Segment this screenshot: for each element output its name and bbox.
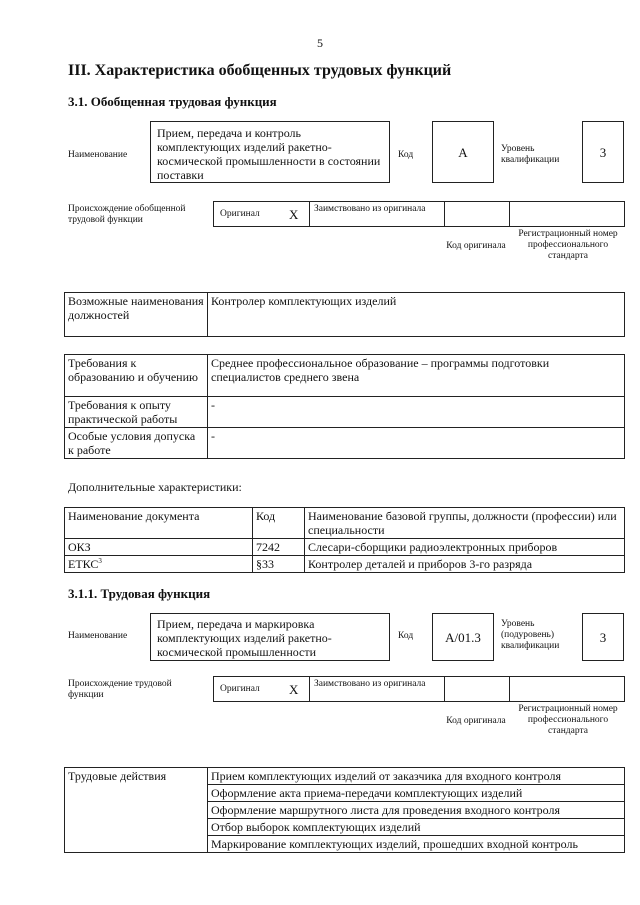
table-row (65, 539, 625, 556)
table-row (65, 556, 625, 573)
row-doc: ЕТКС$^3$ (65, 556, 253, 573)
gtf-original-label: Оригинал (220, 209, 260, 219)
requirement-row (65, 428, 625, 459)
table-row (65, 768, 625, 785)
actions-table (64, 767, 625, 853)
section-title: III. Характеристика обобщенных трудовых функций (68, 62, 452, 79)
gtf-origin-strip (213, 201, 625, 227)
requirement-value: Среднее профессиональное образование – программы подготовки специалистов среднего звена (208, 355, 625, 397)
page-number: 5 (317, 36, 323, 50)
requirements-table (64, 354, 625, 459)
positions-table (64, 292, 625, 337)
requirement-label: Требования к опыту практической работы (65, 397, 208, 428)
gtf-reg-num-caption: Регистрационный номер профессионального стандарта (518, 229, 618, 261)
action-item: Оформление маршрутного листа для проведения входного контроля (208, 802, 625, 819)
actions-label: Трудовые действия (65, 768, 208, 853)
gtf-origin-label: Происхождение обобщенной трудовой функции (68, 204, 186, 225)
gtf-borrowed-label: Заимствовано из оригинала (314, 204, 426, 214)
tf-original-mark: Х (289, 682, 299, 697)
row-doc: ОКЗ (65, 539, 253, 556)
requirement-label: Особые условия допуска к работе (65, 428, 208, 459)
gtf-original-mark: Х (289, 207, 299, 222)
tf-name-value: Прием, передача и маркировка комплектующих изделий ракетно-космической промышленности (150, 613, 390, 661)
tf-code-value: А/01.3 (432, 613, 494, 661)
tf-name-label: Наименование (68, 631, 128, 641)
requirement-row (65, 355, 625, 397)
header-doc: Наименование документа (65, 508, 253, 539)
header-name: Наименование базовой группы, должности (профессии) или специальности (305, 508, 625, 539)
tf-borrowed-label: Заимствовано из оригинала (314, 679, 426, 689)
additional-header-row (65, 508, 625, 539)
gtf-name-value: Прием, передача и контроль комплектующих изделий ракетно-космической промышленности в состоянии поставки (150, 121, 390, 183)
tf-origin-label: Происхождение трудовой функции (68, 679, 172, 700)
gtf-name-label: Наименование (68, 150, 128, 160)
positions-value: Контролер комплектующих изделий (208, 293, 625, 337)
action-item: Оформление акта приема-передачи комплектующих изделий (208, 785, 625, 802)
requirement-label: Требования к образованию и обучению (65, 355, 208, 397)
positions-label: Возможные наименования должностей (65, 293, 208, 337)
action-item: Маркирование комплектующих изделий, прошедших входной контроль (208, 836, 625, 853)
row-code: §33 (253, 556, 305, 573)
gtf-level-value: 3 (582, 121, 624, 183)
gtf-code-label: Код (398, 150, 414, 160)
row-name: Слесари-сборщики радиоэлектронных приборов (305, 539, 625, 556)
row-name: Контролер деталей и приборов 3-го разряда (305, 556, 625, 573)
tf-level-value: 3 (582, 613, 624, 661)
tf-heading: 3.1.1. Трудовая функция (68, 586, 211, 601)
tf-level-label: Уровень (подуровень) квалификации (501, 619, 560, 651)
gtf-code-orig-caption: Код оригинала (446, 241, 506, 251)
tf-origin-strip (213, 676, 625, 702)
tf-code-orig-caption: Код оригинала (446, 716, 506, 726)
additional-title: Дополнительные характеристики: (68, 480, 242, 494)
gtf-code-value: А (432, 121, 494, 183)
action-item: Отбор выборок комплектующих изделий (208, 819, 625, 836)
additional-table (64, 507, 625, 573)
requirement-row (65, 397, 625, 428)
requirement-value: - (208, 428, 625, 459)
gtf-heading: 3.1. Обобщенная трудовая функция (68, 94, 277, 109)
gtf-level-label: Уровень квалификации (501, 144, 560, 165)
tf-code-label: Код (398, 631, 414, 641)
requirement-value: - (208, 397, 625, 428)
action-item: Прием комплектующих изделий от заказчика для входного контроля (208, 768, 625, 785)
tf-original-label: Оригинал (220, 684, 260, 694)
row-code: 7242 (253, 539, 305, 556)
tf-reg-num-caption: Регистрационный номер профессионального стандарта (518, 704, 618, 736)
header-code: Код (253, 508, 305, 539)
